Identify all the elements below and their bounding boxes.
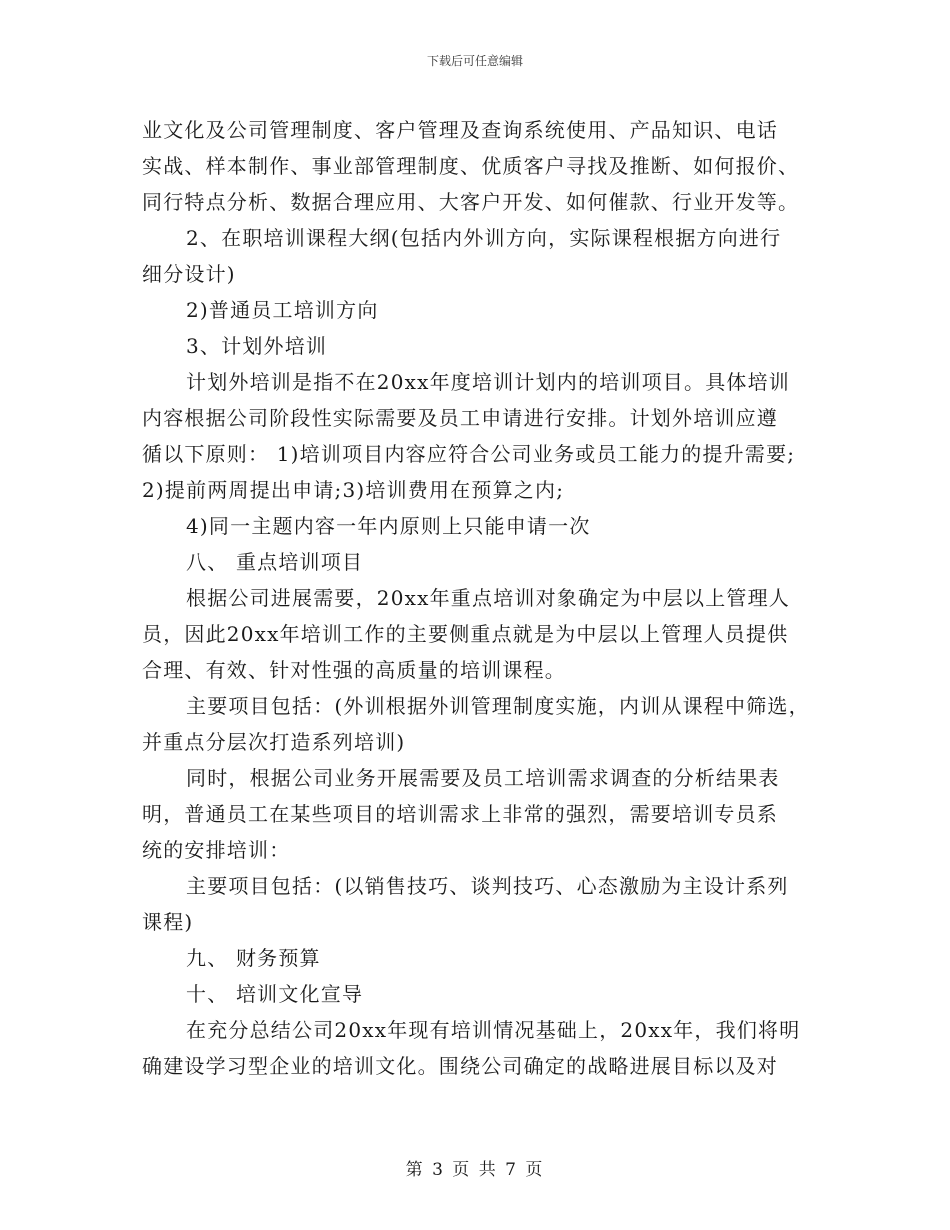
text-line: 主要项目包括：(以销售技巧、谈判技巧、心态激励为主设计系列 (186, 874, 789, 898)
text-line: 2、在职培训课程大纲(包括内外训方向，实际课程根据方向进行 (186, 226, 782, 250)
text-line: 明，普通员工在某些项目的培训需求上非常的强烈，需要培训专员系 (142, 802, 778, 826)
text-line: 2)普通员工培训方向 (186, 298, 379, 322)
text-line: 循以下原则： 1)培训项目内容应符合公司业务或员工能力的提升需要; (142, 442, 796, 466)
text-line: 实战、样本制作、事业部管理制度、优质客户寻找及推断、如何报价、 (142, 154, 800, 178)
text-line: 根据公司进展需要，20xx年重点培训对象确定为中层以上管理人 (186, 586, 791, 610)
document-body (142, 112, 832, 1084)
text-line: 内容根据公司阶段性实际需要及员工申请进行安排。计划外培训应遵 (142, 406, 778, 430)
page-header-note: 下载后可任意编辑 (426, 54, 523, 68)
text-line: 课程) (142, 910, 194, 934)
text-line: 业文化及公司管理制度、客户管理及查询系统使用、产品知识、电话 (142, 118, 778, 142)
text-line: 十、 培训文化宣导 (186, 982, 364, 1006)
text-line: 统的安排培训： (142, 838, 291, 862)
text-line: 同行特点分析、数据合理应用、大客户开发、如何催款、行业开发等。 (142, 190, 800, 214)
text-line: 九、 财务预算 (186, 946, 321, 970)
text-line: 确建设学习型企业的培训文化。围绕公司确定的战略进展目标以及对 (142, 1054, 778, 1078)
text-line: 计划外培训是指不在20xx年度培训计划内的培训项目。具体培训 (186, 370, 791, 394)
text-line: 员，因此20xx年培训工作的主要侧重点就是为中层以上管理人员提供 (142, 622, 789, 646)
text-line: 同时，根据公司业务开展需要及员工培训需求调查的分析结果表 (186, 766, 780, 790)
text-line: 并重点分层次打造系列培训) (142, 730, 406, 754)
text-line: 主要项目包括：(外训根据外训管理制度实施，内训从课程中筛选， (186, 694, 810, 718)
text-line: 八、 重点培训项目 (186, 550, 364, 574)
text-line: 细分设计) (142, 262, 236, 286)
page-number-footer: 第 3 页 共 7 页 (405, 1160, 545, 1180)
text-line: 合理、有效、针对性强的高质量的培训课程。 (142, 658, 566, 682)
text-line: 3、计划外培训 (186, 334, 328, 358)
text-line: 4)同一主题内容一年内原则上只能申请一次 (186, 514, 591, 538)
text-line: 在充分总结公司20xx年现有培训情况基础上，20xx年，我们将明 (186, 1018, 801, 1042)
text-line: 2)提前两周提出申请;3)培训费用在预算之内; (142, 478, 565, 502)
